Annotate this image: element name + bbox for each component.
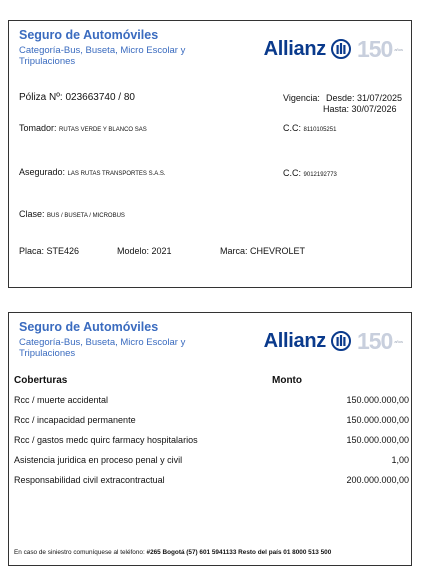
asegurado-value: LAS RUTAS TRANSPORTES S.A.S. [67,171,166,177]
clase-row [19,209,125,219]
monto-header: Monto [272,375,302,386]
coverage-amount: 150.000.000,00 [346,435,409,445]
policy-number: Póliza Nº: 023663740 / 80 [19,92,135,103]
allianz-logo [264,327,403,355]
card-subtitle: Categoría-Bus, Buseta, Micro Escolar y Tripulaciones [19,45,186,67]
modelo: Modelo: 2021 [117,246,172,256]
coverage-row [14,455,409,465]
coverage-row [14,415,409,425]
vigencia-hasta: Hasta: 30/07/2026 [323,104,397,114]
footer-prefix: En caso de siniestro comuníquese al teléfono: [14,549,147,556]
anniversary-suffix: años [394,46,403,52]
anniversary-suffix: años [394,338,403,344]
card-title: Seguro de Automóviles [19,28,159,42]
coverage-row [14,475,409,485]
coverage-name: Rcc / muerte accidental [14,395,109,405]
asegurado-row [19,167,166,177]
asegurado-label: Asegurado: [19,167,66,177]
placa: Placa: STE426 [19,246,80,256]
coverage-amount: 200.000.000,00 [346,475,409,485]
cc-tomador-row [283,123,336,133]
brand-name: Allianz [263,329,326,352]
clase-label: Clase: [19,209,45,219]
cc-asegurado-row [283,168,337,178]
marca: Marca: CHEVROLET [220,246,306,256]
brand-name: Allianz [263,37,326,60]
card-title: Seguro de Automóviles [19,320,159,334]
coverage-amount: 150.000.000,00 [346,415,409,425]
allianz-logo [264,35,403,63]
allianz-eagle-icon [331,331,351,351]
coverage-row [14,395,409,405]
cc-asegurado-label: C.C: [283,168,301,178]
cc-asegurado-value: 9012192773 [303,172,337,178]
cc-tomador-label: C.C: [283,123,301,133]
tomador-value: RUTAS VERDE Y BLANCO SAS [59,127,147,133]
tomador-row [19,123,147,133]
tomador-label: Tomador: [19,123,57,133]
allianz-eagle-icon [331,39,351,59]
vigencia-desde: Desde: 31/07/2025 [326,93,403,103]
coverage-name: Responsabilidad civil extracontractual [14,475,165,485]
anniversary-mark: 150 [356,327,393,354]
coverage-amount: 1,00 [391,455,409,465]
footer-phones: #265 Bogotá (57) 601 5941133 Resto del país 01 8000 513 500 [146,549,332,556]
coverage-amount: 150.000.000,00 [346,395,409,405]
coverage-name: Rcc / incapacidad permanente [14,415,136,425]
clase-value: BUS / BUSETA / MICROBUS [47,213,125,219]
coverage-name: Asistencia juridica en proceso penal y civil [14,455,183,465]
anniversary-mark: 150 [356,35,393,62]
policy-card [8,20,412,288]
coverage-name: Rcc / gastos medc quirc farmacy hospitalarios [14,435,198,445]
cc-tomador-value: 8110105251 [303,127,337,133]
coverage-row [14,435,409,445]
coverage-card [8,312,412,566]
card-subtitle: Categoría-Bus, Buseta, Micro Escolar y Tripulaciones [19,337,186,359]
claims-contact-footer [14,549,331,556]
coberturas-header: Coberturas [14,375,68,386]
vigencia-label: Vigencia: [283,93,320,103]
